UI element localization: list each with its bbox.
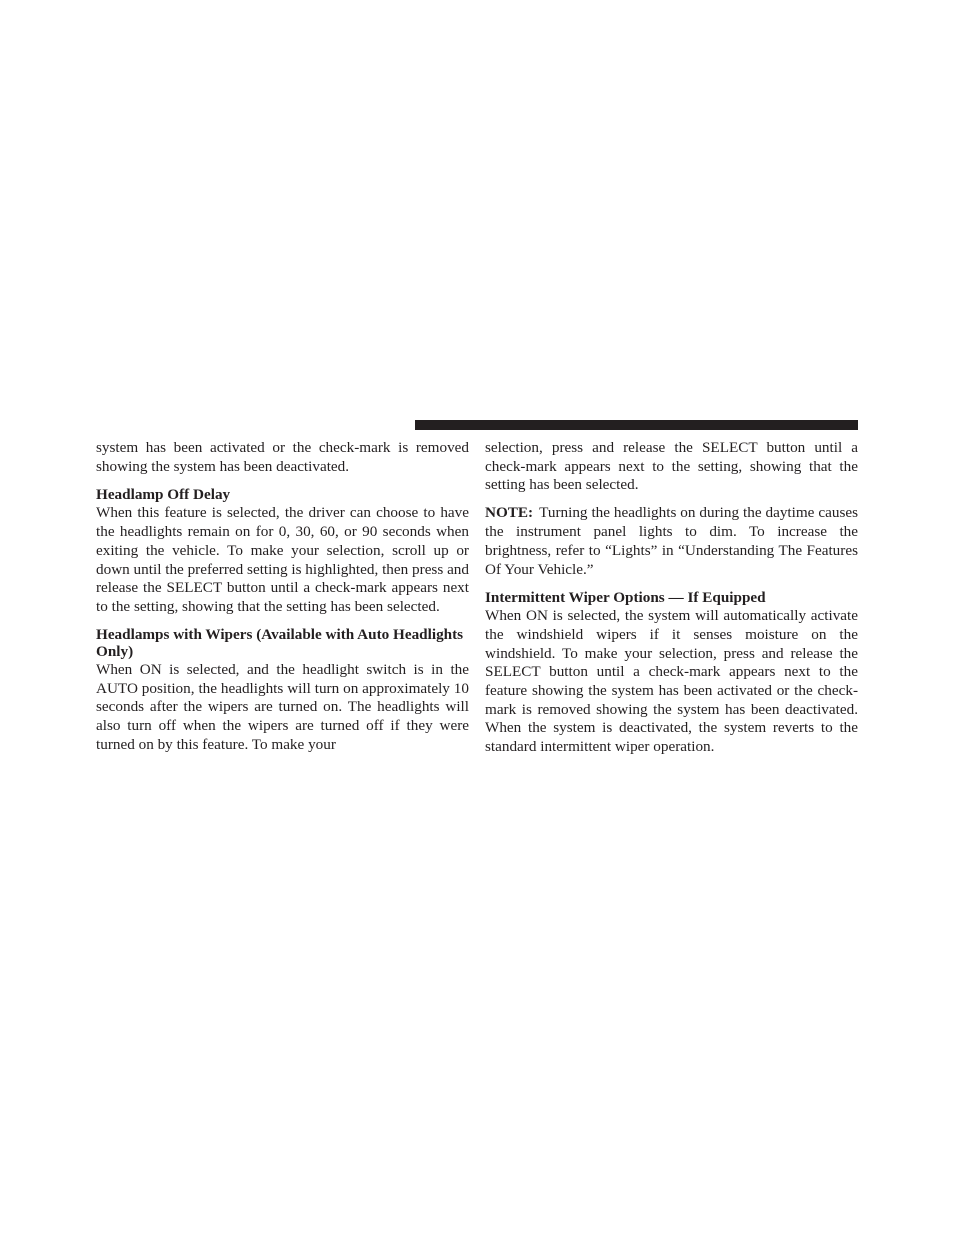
headlamp-off-delay-body: When this feature is selected, the driver can choose to have the headlights remain on for 0, 30, 60, or 90 seconds when exiting the vehicle. To make your selection, scroll up or down until the preferred setting is highlighted, then press and release the SELECT button until a check-mark appears next to the setting, showing that the setting has been selected. [96, 504, 469, 615]
note-text: Turning the headlights on during the daytime causes the instrument panel lights to dim. To increase the brightness, refer to “Lights” in “Understanding The Features Of Your Vehicle.” [485, 504, 858, 578]
headlamps-with-wipers-body: When ON is selected, and the headlight switch is in the AUTO position, the headlights will turn on approximately 10 seconds after the wipers are turned on. The headlights will also turn off when the wipers are turned off if they were turned on by this feature. To make your [96, 660, 469, 753]
intermittent-wiper-body: When ON is selected, the system will automatically activate the windshield wipers if it senses moisture on the windshield. To make your selection, press and release the SELECT button until a check-mark appears next to the feature showing the system has been activated or the check-mark is removed showing the system has been deactivated. When the system is deactivated, the system reverts to the standard intermittent wiper operation. [485, 607, 858, 756]
right-column [485, 439, 858, 757]
note-paragraph [485, 504, 858, 579]
headlamps-with-wipers-heading: Headlamps with Wipers (Available with Auto Headlights Only) [96, 625, 464, 661]
note-label: NOTE: [485, 504, 534, 522]
left-column [96, 439, 469, 754]
intro-paragraph: system has been activated or the check-mark is removed showing the system has been deactivated. [96, 439, 469, 475]
intermittent-wiper-heading: Intermittent Wiper Options — If Equipped [485, 588, 766, 606]
headlamp-off-delay-heading: Headlamp Off Delay [96, 485, 231, 503]
continuation-paragraph: selection, press and release the SELECT button until a check-mark appears next to the setting, showing that the setting has been selected. [485, 439, 858, 494]
section-header-bar [415, 420, 858, 430]
